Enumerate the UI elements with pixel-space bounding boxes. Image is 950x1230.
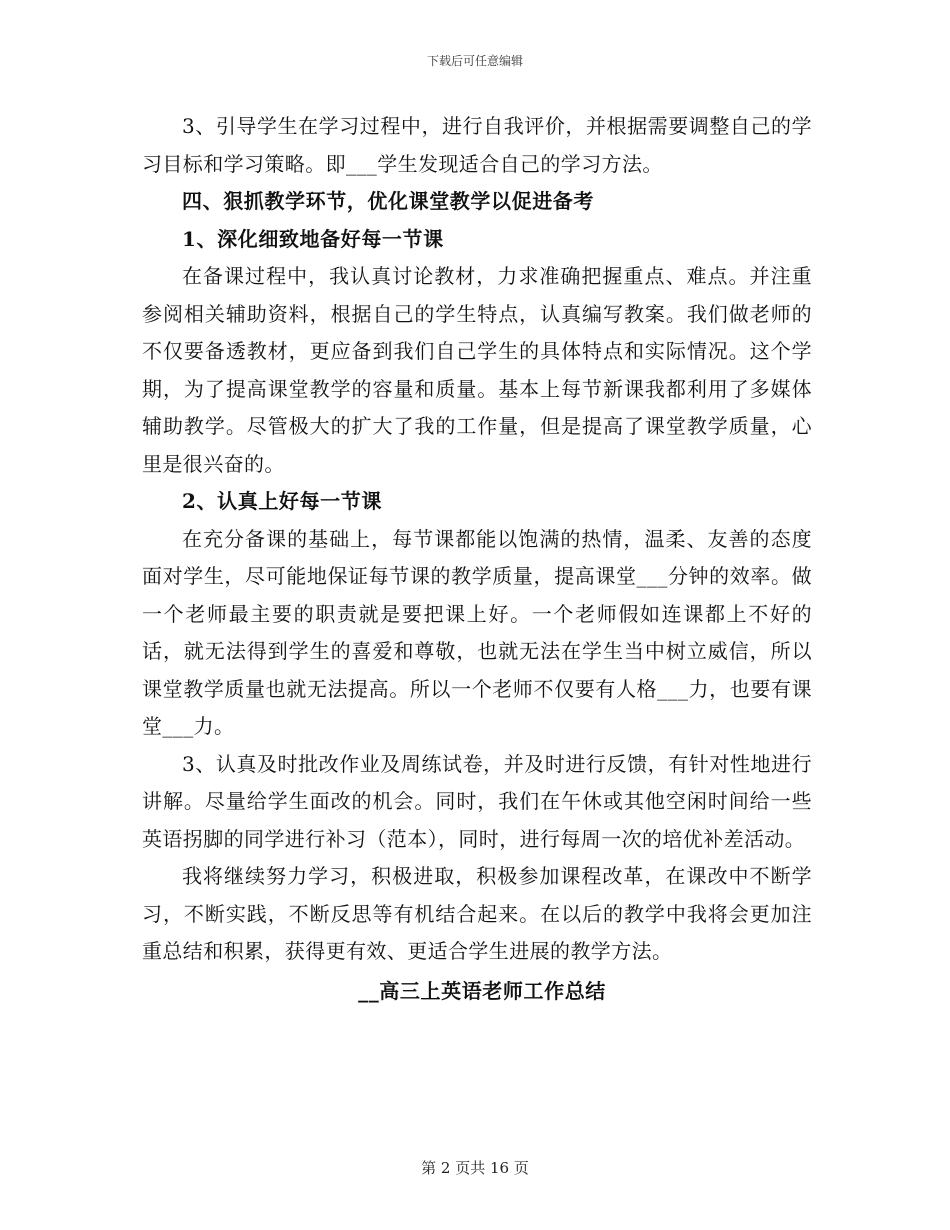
document-body bbox=[142, 108, 812, 1011]
page-footer: 第 2 页共 16 页 bbox=[421, 1159, 529, 1177]
paragraph-teach-class: 在充分备课的基础上，每节课都能以饱满的热情，温柔、友善的态度面对学生，尽可能地保证每节课的教学质量，提高课堂___分钟的效率。做一个老师最主要的职责就是要把课上好。一个老师假如连课都上不好的话，就无法得到学生的喜爱和尊敬，也就无法在学生当中树立威信，所以课堂教学质量也就无法提高。所以一个老师不仅要有人格___力，也要有课堂___力。 bbox=[142, 526, 812, 738]
paragraph-continue-learning: 我将继续努力学习，积极进取，积极参加课程改革，在课改中不断学习，不断实践，不断反思等有机结合起来。在以后的教学中我将会更加注重总结和积累，获得更有效、更适合学生进展的教学方法。 bbox=[142, 864, 812, 963]
subheading-lesson-prep: 1、深化细致地备好每一节课 bbox=[182, 226, 444, 251]
paragraph-homework: 3、认真及时批改作业及周练试卷，并及时进行反馈，有针对性地进行讲解。尽量给学生面改的机会。同时，我们在午休或其他空闲时间给一些英语拐脚的同学进行补习（范本），同时，进行每周一次的培优补差活动。 bbox=[142, 751, 812, 851]
paragraph-self-evaluation: 3、引导学生在学习过程中，进行自我评价，并根据需要调整自己的学习目标和学习策略。即___学生发现适合自己的学习方法。 bbox=[142, 114, 812, 176]
subheading-teach-class: 2、认真上好每一节课 bbox=[182, 489, 382, 513]
document-subtitle: __高三上英语老师工作总结 bbox=[358, 978, 606, 1003]
page-header: 下载后可任意编辑 bbox=[426, 54, 523, 68]
paragraph-lesson-prep: 在备课过程中，我认真讨论教材，力求准确把握重点、难点。并注重参阅相关辅助资料，根据自己的学生特点，认真编写教案。我们做老师的不仅要备透教材，更应备到我们自己学生的具体特点和实际情况。这个学期，为了提高课堂教学的容量和质量。基本上每节新课我都利用了多媒体辅助教学。尽管极大的扩大了我的工作量，但是提高了课堂教学质量，心里是很兴奋的。 bbox=[142, 264, 812, 476]
section-heading-4: 四、狠抓教学环节，优化课堂教学以促进备考 bbox=[182, 189, 594, 213]
